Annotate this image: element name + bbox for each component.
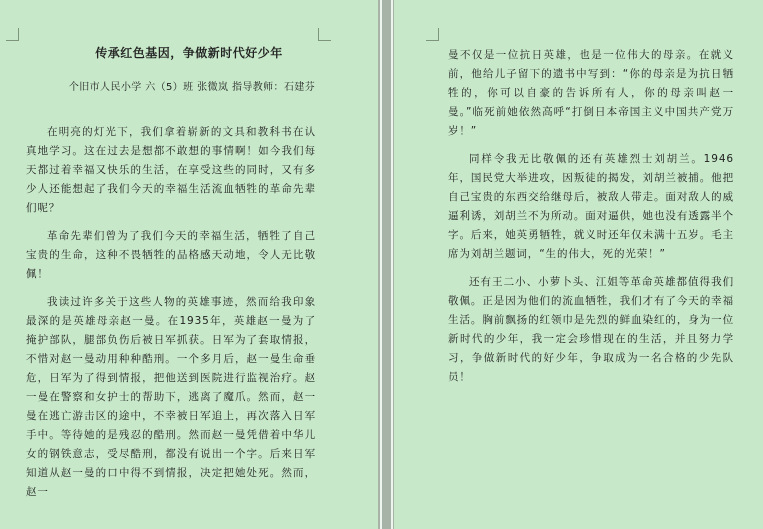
paragraph[interactable]: 我读过许多关于这些人物的英雄事迹，然而给我印象最深的是英雄母亲赵一曼。在1935年，英雄赵一曼为了掩护部队，腿部负伤后被日军抓获。日军为了套取情报，不惜对赵一曼动用种种酷刑。一个多月后，赵一曼生命垂危，日军为了得到情报，把他送到医院进行监视治疗。赵一曼在警察和女护士的帮助下，逃离了魔爪。然而，赵一曼在逃亡游击区的途中，不幸被日军追上，再次落入日军手中。等待她的是残忍的酷刑。然而赵一曼凭借着中华儿女的钢铁意志，受尽酷刑，都没有说出一个字。后来日军知道从赵一曼的口中得不到情报，决定把她处死。然而，赵一 — [26, 296, 316, 498]
right-page-body[interactable] — [448, 46, 734, 396]
page-right — [394, 0, 763, 529]
page-edge-line — [391, 0, 393, 529]
margin-corner-mark — [426, 28, 439, 41]
margin-corner-mark — [318, 28, 331, 41]
document-byline[interactable]: 个旧市人民小学 六（5）班 张微岚 指导教师：石建芬 — [68, 82, 316, 93]
page-edge-line — [380, 0, 382, 529]
paragraph[interactable]: 在明亮的灯光下，我们拿着崭新的文具和教科书在认真地学习。这在过去是想都不敢想的事情啊！如今我们每天都过着幸福又快乐的生活，在享受这些的同时，又有多少人还能想起了我们今天的幸福生活流血牺牲的革命先辈们呢？ — [26, 126, 316, 214]
paragraph[interactable]: 革命先辈们曾为了我们今天的幸福生活，牺牲了自己宝贵的生命，这种不畏牺牲的品格感天动地，令人无比敬佩！ — [26, 230, 316, 280]
left-page-body[interactable] — [26, 123, 316, 511]
document-title[interactable]: 传承红色基因，争做新时代好少年 — [95, 46, 283, 60]
paragraph[interactable]: 曼不仅是一位抗日英雄，也是一位伟大的母亲。在就义前，他给儿子留下的遗书中写到：“你的母亲是为抗日牺牲的，你可以自豪的告诉所有人，你的母亲叫赵一曼。”临死前她依然高呼“打倒日本帝国主义中国共产党万岁！” — [448, 49, 734, 137]
page-left — [0, 0, 378, 529]
margin-corner-mark — [6, 28, 19, 41]
paragraph[interactable]: 还有王二小、小萝卜头、江姐等革命英雄都值得我们敬佩。正是因为他们的流血牺牲，我们才有了今天的幸福生活。胸前飘扬的红领巾是先烈的鲜血染红的，身为一位新时代的少年，我一定会珍惜现在的生活，并且努力学习，争做新时代的好少年，争取成为一名合格的少先队员！ — [448, 276, 734, 383]
paragraph[interactable]: 同样令我无比敬佩的还有英雄烈士刘胡兰。1946年，国民党大举进攻，因叛徒的揭发，刘胡兰被捕。他把自己宝贵的东西交给继母后，被敌人带走。面对敌人的威逼利诱，刘胡兰不为所动。面对逼供，她也没有透露半个字。后来，她英勇牺牲，就义时还年仅未满十五岁。毛主席为刘胡兰题词，“生的伟大，死的光荣！” — [448, 153, 734, 260]
